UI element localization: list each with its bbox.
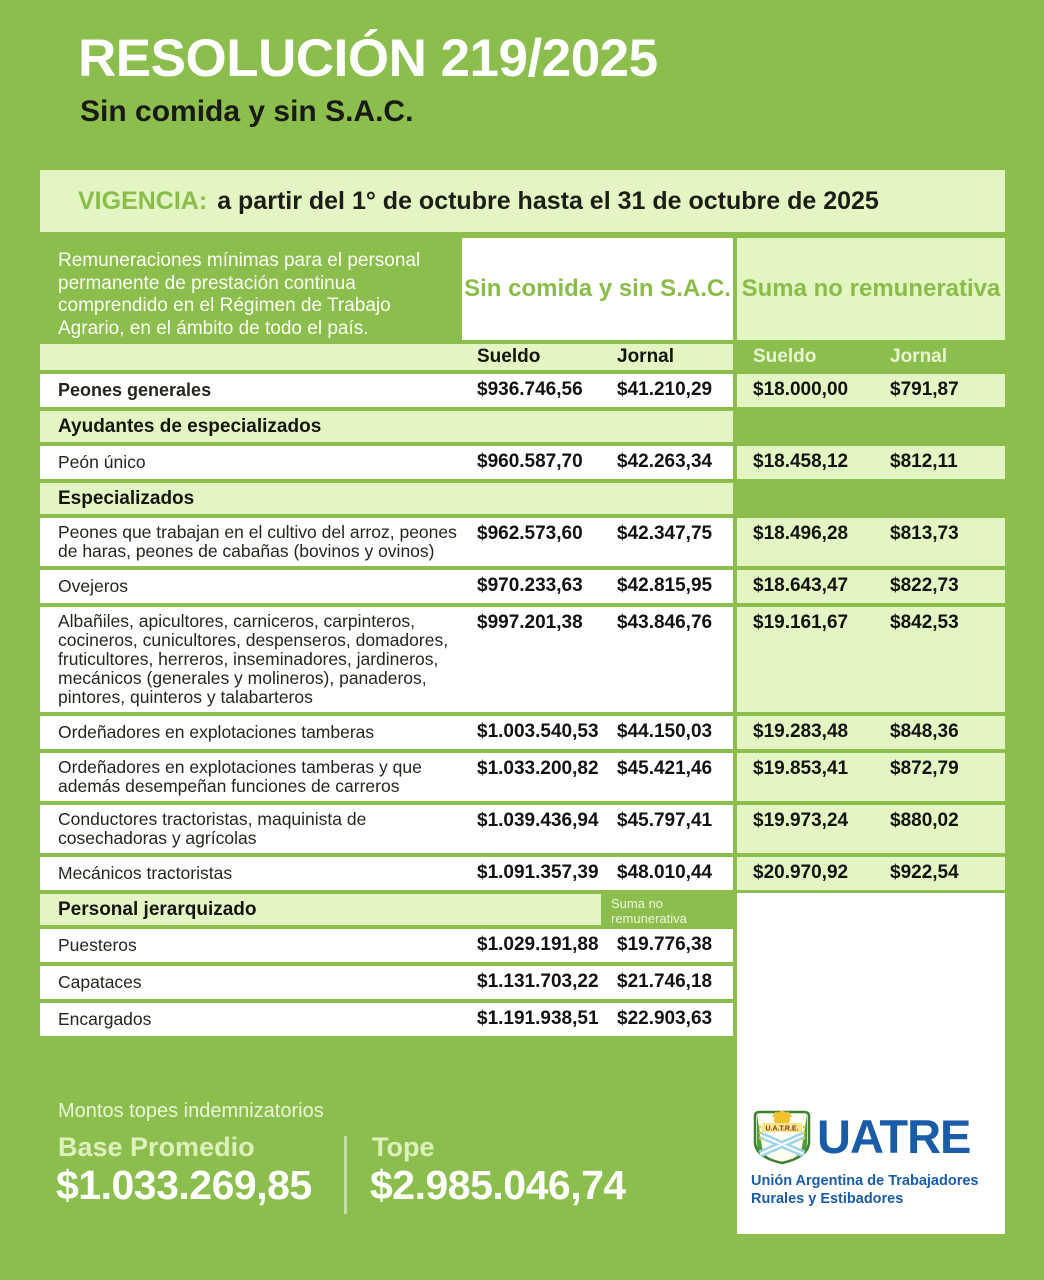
sueldo-value: $1.191.938,51 (477, 1008, 599, 1029)
col-header-sueldo: Sueldo (477, 346, 541, 367)
table-header-row (40, 238, 1005, 340)
row-left-cell (40, 966, 733, 999)
table-row (40, 857, 1005, 890)
jornal-value: $43.846,76 (617, 612, 713, 633)
row-left-cell (40, 570, 733, 603)
snr-sueldo-value: $19.161,67 (753, 612, 849, 633)
table-section-row (40, 483, 1005, 514)
snr-sueldo-value: $18.643,47 (753, 575, 849, 596)
row-right-cell (737, 716, 1005, 749)
row-left-cell (40, 607, 733, 712)
section-label: Ayudantes de especializados (58, 415, 322, 437)
snr-jornal-value: $922,54 (890, 862, 959, 883)
col-header-jornal: Jornal (617, 346, 675, 367)
base-promedio-value: $1.033.269,85 (56, 1162, 312, 1208)
row-label: Peón único (58, 452, 146, 472)
snr-jornal-value: $872,79 (890, 758, 959, 779)
snr-jornal-value: $822,73 (890, 575, 959, 596)
jornal-value: $22.903,63 (617, 1008, 713, 1029)
row-label: Ordeñadores en explotaciones tamberas (58, 722, 375, 742)
tope-value: $2.985.046,74 (370, 1162, 626, 1208)
page-subtitle: Sin comida y sin S.A.C. (80, 95, 414, 128)
table-section-row (40, 411, 1005, 442)
vigencia-text: a partir del 1° de octubre hasta el 31 de octubre de 2025 (217, 186, 879, 215)
row-right-cell (737, 805, 1005, 853)
snr-sueldo-value: $19.973,24 (753, 810, 849, 831)
snr-sueldo-value: $18.496,28 (753, 523, 849, 544)
sueldo-value: $970.233,63 (477, 575, 583, 596)
row-left-cell (40, 411, 733, 442)
jornal-value: $42.815,95 (617, 575, 713, 596)
vigencia-banner (40, 170, 1005, 232)
row-right-cell (737, 607, 1005, 712)
snr-sueldo-value: $19.283,48 (753, 721, 849, 742)
row-right-cell (737, 857, 1005, 890)
row-label: Conductores tractoristas, maquinista de cosechadoras y agrícolas (58, 809, 367, 848)
row-right-cell (737, 483, 1005, 514)
row-left-cell (40, 894, 733, 925)
row-left-cell (40, 753, 733, 801)
sueldo-value: $936.746,56 (477, 379, 583, 400)
sueldo-value: $960.587,70 (477, 451, 583, 472)
section-label: Especializados (58, 487, 195, 509)
row-label: Puesteros (58, 935, 137, 955)
table-row (40, 607, 1005, 712)
row-label: Capataces (58, 972, 142, 992)
row-label: Ovejeros (58, 576, 129, 596)
uatre-emblem-icon (751, 1107, 813, 1165)
row-left-cell (40, 374, 733, 407)
row-label: Albañiles, apicultores, carniceros, carpinteros, cocineros, cunicultores, despenseros, domadores, fruticultores, herreros, inseminadores, jardineros, mecánicos (generales y molineros), panaderos, pintores, quinteros y talabarteros (58, 611, 449, 707)
snr-jornal-value: $842,53 (890, 612, 959, 633)
jornal-value: $42.263,34 (617, 451, 713, 472)
footer-divider (344, 1136, 347, 1214)
row-left-cell (40, 857, 733, 890)
row-left-cell (40, 446, 733, 479)
page-title: RESOLUCIÓN 219/2025 (78, 29, 658, 88)
row-left-cell (40, 716, 733, 749)
row-right-cell (737, 518, 1005, 566)
table-description-header: Remuneraciones mínimas para el personal permanente de prestación continua comprendido en el Régimen de Trabajo Agrario, en el ámbito de todo el país. (40, 238, 458, 340)
snr-sueldo-value: $18.458,12 (753, 451, 849, 472)
sueldo-value: $997.201,38 (477, 612, 583, 633)
jornal-value: $45.797,41 (617, 810, 713, 831)
row-label: Ordeñadores en explotaciones tamberas y que además desempeñan funciones de carreros (58, 757, 422, 796)
subheader-left (40, 344, 733, 370)
table-row (40, 518, 1005, 566)
row-label: Peones generales (58, 380, 212, 400)
jornal-value: $21.746,18 (617, 971, 713, 992)
uatre-name-line2: Rurales y Estibadores (751, 1191, 904, 1207)
row-left-cell (40, 929, 733, 962)
row-right-cell (737, 411, 1005, 442)
sueldo-value: $1.029.191,88 (477, 934, 599, 955)
snr-jornal-value: $848,36 (890, 721, 959, 742)
col-header-snr-sueldo: Sueldo (753, 346, 817, 367)
row-label: Peones que trabajan en el cultivo del arroz, peones de haras, peones de cabañas (bovinos y ovinos) (58, 522, 457, 561)
snr-jornal-value: $813,73 (890, 523, 959, 544)
snr-sueldo-value: $18.000,00 (753, 379, 849, 400)
row-right-cell (737, 446, 1005, 479)
table-row (40, 446, 1005, 479)
uatre-logo-box (737, 893, 1005, 1234)
tope-label: Tope (372, 1132, 435, 1162)
jornal-value: $42.347,75 (617, 523, 713, 544)
table-row (40, 716, 1005, 749)
uatre-acronym: UATRE (817, 1109, 971, 1163)
snr-jornal-value: $812,11 (890, 451, 958, 472)
snr-jornal-value: $880,02 (890, 810, 959, 831)
jornal-value: $45.421,46 (617, 758, 713, 779)
table-row (40, 570, 1005, 603)
suma-no-remunerativa-badge: Suma no remunerativa (601, 893, 735, 929)
snr-sueldo-value: $19.853,41 (753, 758, 849, 779)
sueldo-value: $1.033.200,82 (477, 758, 599, 779)
row-left-cell (40, 805, 733, 853)
table-row (40, 374, 1005, 407)
section-label: Personal jerarquizado (58, 898, 257, 920)
uatre-name-line1: Unión Argentina de Trabajadores (751, 1173, 979, 1189)
row-right-cell (737, 753, 1005, 801)
sueldo-value: $1.091.357,39 (477, 862, 599, 883)
jornal-value: $48.010,44 (617, 862, 713, 883)
row-label: Encargados (58, 1009, 152, 1029)
sueldo-value: $1.131.703,22 (477, 971, 599, 992)
sueldo-value: $1.039.436,94 (477, 810, 599, 831)
jornal-value: $41.210,29 (617, 379, 713, 400)
col-header-snr-jornal: Jornal (890, 346, 948, 367)
table-subheader-row (40, 344, 1005, 370)
row-right-cell (737, 570, 1005, 603)
group-header-suma-no-remunerativa: Suma no remunerativa (737, 238, 1005, 340)
footer-note: Montos topes indemnizatorios (58, 1100, 324, 1122)
svg-text:U.A.T.R.E.: U.A.T.R.E. (765, 1125, 799, 1133)
group-header-sin-comida: Sin comida y sin S.A.C. (462, 238, 733, 340)
row-left-cell (40, 1003, 733, 1036)
jornal-value: $44.150,03 (617, 721, 713, 742)
snr-sueldo-value: $20.970,92 (753, 862, 849, 883)
subheader-right (737, 344, 1005, 370)
uatre-logo (751, 1107, 995, 1208)
row-left-cell (40, 483, 733, 514)
row-left-cell (40, 518, 733, 566)
row-right-cell (737, 374, 1005, 407)
table-row (40, 753, 1005, 801)
sueldo-value: $962.573,60 (477, 523, 583, 544)
sueldo-value: $1.003.540,53 (477, 721, 599, 742)
snr-jornal-value: $791,87 (890, 379, 959, 400)
jornal-value: $19.776,38 (617, 934, 713, 955)
table-row (40, 805, 1005, 853)
vigencia-label: VIGENCIA: (78, 186, 208, 215)
row-label: Mecánicos tractoristas (58, 863, 233, 883)
base-promedio-label: Base Promedio (58, 1132, 255, 1162)
